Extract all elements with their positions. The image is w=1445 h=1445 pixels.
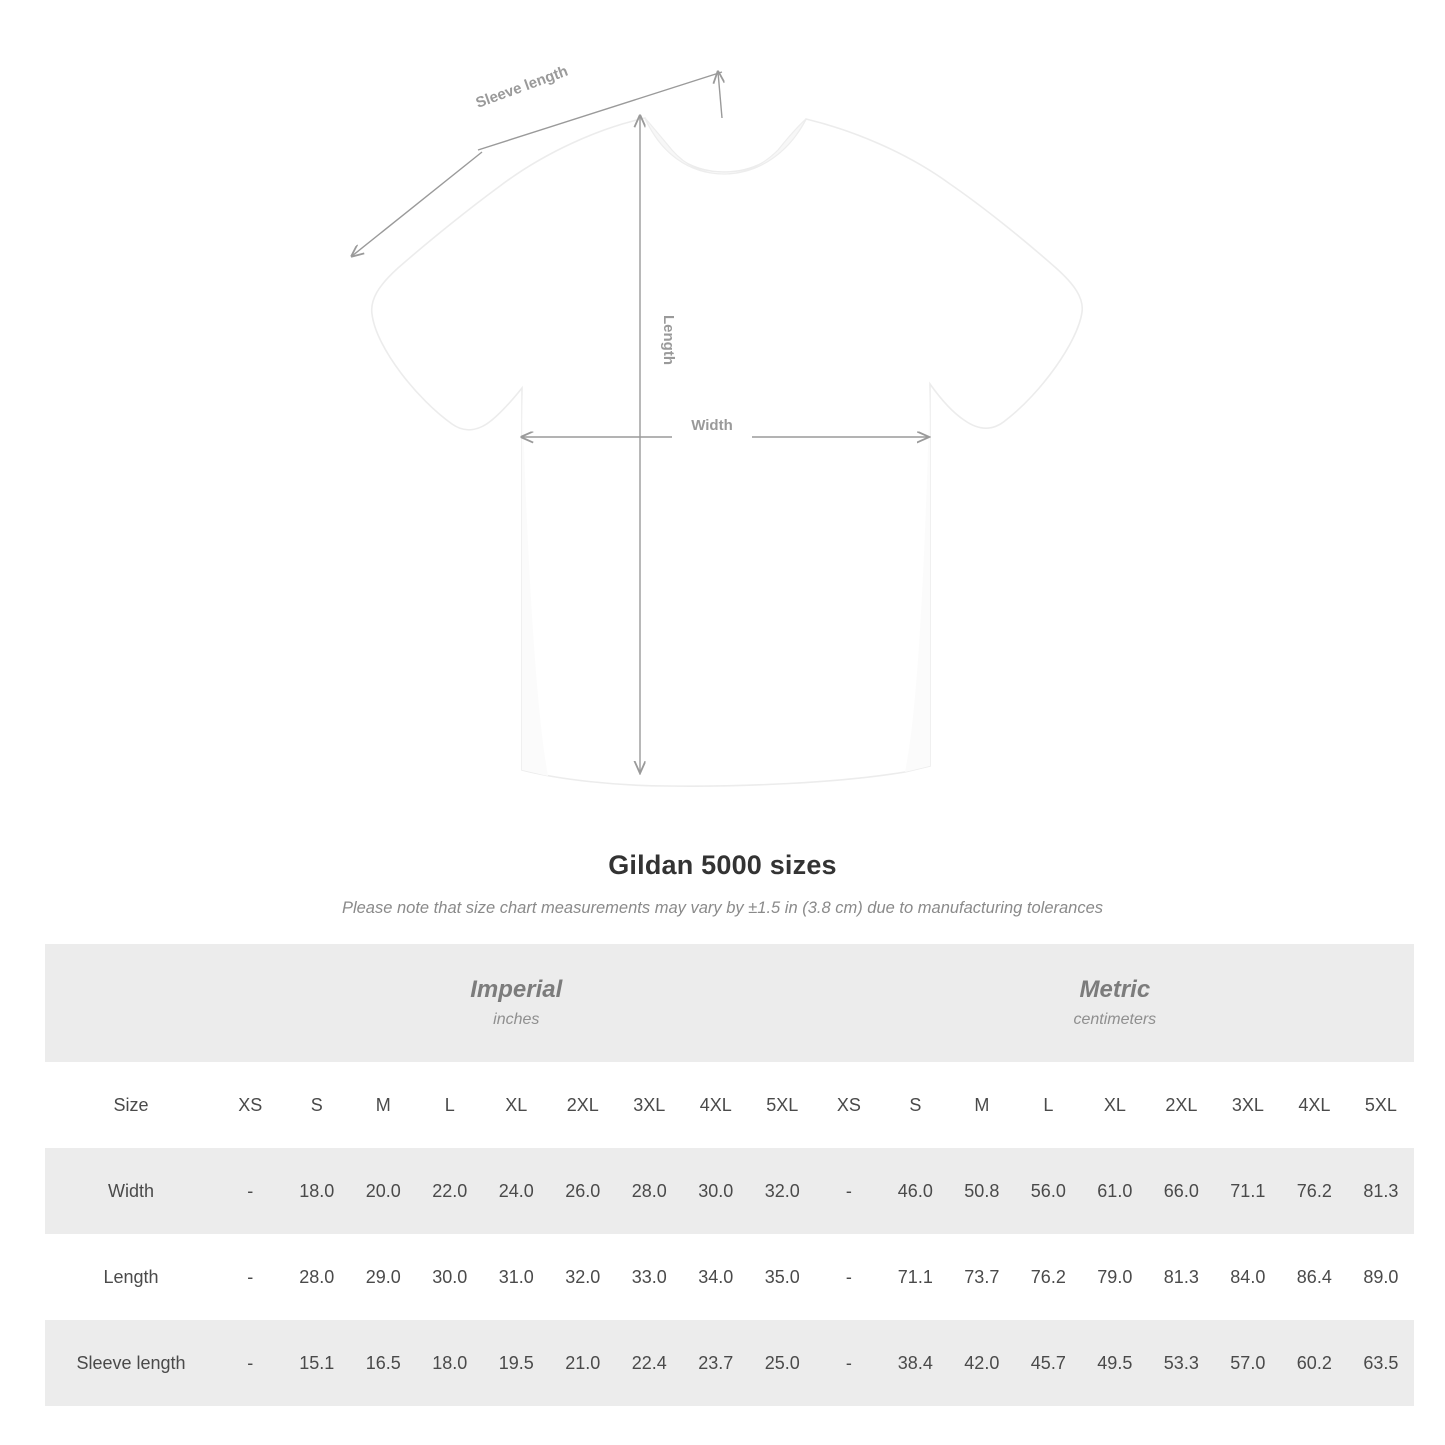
size-header-metric-5xl: 5XL — [1348, 1062, 1415, 1148]
cell-length-met-0: - — [816, 1234, 883, 1320]
cell-sleeve-met-5: 53.3 — [1148, 1320, 1215, 1406]
cell-width-imp-6: 28.0 — [616, 1148, 683, 1234]
cell-length-met-5: 81.3 — [1148, 1234, 1215, 1320]
size-header-metric-s: S — [882, 1062, 949, 1148]
cell-width-imp-8: 32.0 — [749, 1148, 816, 1234]
cell-sleeve-met-3: 45.7 — [1015, 1320, 1082, 1406]
cell-sleeve-imp-6: 22.4 — [616, 1320, 683, 1406]
cell-sleeve-imp-5: 21.0 — [550, 1320, 617, 1406]
unit-sub-imperial: inches — [493, 1011, 540, 1029]
cell-sleeve-met-0: - — [816, 1320, 883, 1406]
cell-length-met-7: 86.4 — [1281, 1234, 1348, 1320]
cell-length-met-6: 84.0 — [1215, 1234, 1282, 1320]
cell-width-imp-0: - — [217, 1148, 284, 1234]
cell-sleeve-imp-8: 25.0 — [749, 1320, 816, 1406]
cell-length-met-1: 71.1 — [882, 1234, 949, 1320]
size-header-imperial-m: M — [350, 1062, 417, 1148]
size-header-row — [45, 1062, 1414, 1148]
cell-length-imp-0: - — [217, 1234, 284, 1320]
cell-length-imp-4: 31.0 — [483, 1234, 550, 1320]
cell-length-imp-8: 35.0 — [749, 1234, 816, 1320]
size-header-imperial-3xl: 3XL — [616, 1062, 683, 1148]
cell-width-met-4: 61.0 — [1082, 1148, 1149, 1234]
cell-width-imp-7: 30.0 — [683, 1148, 750, 1234]
unit-header-imperial — [217, 944, 816, 1062]
cell-width-imp-1: 18.0 — [284, 1148, 351, 1234]
row-label-length: Length — [45, 1234, 217, 1320]
page-title: Gildan 5000 sizes — [608, 850, 837, 880]
size-header-label: Size — [45, 1062, 217, 1148]
cell-length-imp-1: 28.0 — [284, 1234, 351, 1320]
tshirt-shape — [372, 118, 1083, 786]
size-header-imperial-2xl: 2XL — [550, 1062, 617, 1148]
size-header-metric-xl: XL — [1082, 1062, 1149, 1148]
cell-width-imp-5: 26.0 — [550, 1148, 617, 1234]
cell-width-met-1: 46.0 — [882, 1148, 949, 1234]
unit-name-metric: Metric — [1079, 975, 1151, 1003]
cell-sleeve-met-6: 57.0 — [1215, 1320, 1282, 1406]
cell-sleeve-imp-3: 18.0 — [417, 1320, 484, 1406]
cell-length-met-3: 76.2 — [1015, 1234, 1082, 1320]
cell-length-imp-5: 32.0 — [550, 1234, 617, 1320]
cell-width-imp-3: 22.0 — [417, 1148, 484, 1234]
row-label-width: Width — [45, 1148, 217, 1234]
size-header-imperial-5xl: 5XL — [749, 1062, 816, 1148]
cell-width-imp-4: 24.0 — [483, 1148, 550, 1234]
unit-sub-metric: centimeters — [1073, 1011, 1157, 1029]
cell-width-met-6: 71.1 — [1215, 1148, 1282, 1234]
cell-width-met-7: 76.2 — [1281, 1148, 1348, 1234]
size-table — [45, 944, 1414, 1406]
cell-sleeve-met-7: 60.2 — [1281, 1320, 1348, 1406]
sleeve-length-label: Sleeve length — [473, 62, 571, 112]
cell-width-imp-2: 20.0 — [350, 1148, 417, 1234]
width-label: Width — [691, 417, 733, 434]
cell-length-imp-3: 30.0 — [417, 1234, 484, 1320]
cell-sleeve-met-4: 49.5 — [1082, 1320, 1149, 1406]
size-header-imperial-4xl: 4XL — [683, 1062, 750, 1148]
cell-length-met-4: 79.0 — [1082, 1234, 1149, 1320]
unit-name-imperial: Imperial — [470, 975, 563, 1003]
table-row — [45, 1148, 1414, 1234]
size-header-imperial-xs: XS — [217, 1062, 284, 1148]
size-header-metric-4xl: 4XL — [1281, 1062, 1348, 1148]
cell-length-met-8: 89.0 — [1348, 1234, 1415, 1320]
cell-sleeve-imp-1: 15.1 — [284, 1320, 351, 1406]
cell-sleeve-imp-2: 16.5 — [350, 1320, 417, 1406]
size-header-metric-m: M — [949, 1062, 1016, 1148]
cell-width-met-2: 50.8 — [949, 1148, 1016, 1234]
size-header-metric-l: L — [1015, 1062, 1082, 1148]
unit-header-row — [45, 944, 1414, 1062]
size-header-metric-xs: XS — [816, 1062, 883, 1148]
size-header-metric-2xl: 2XL — [1148, 1062, 1215, 1148]
unit-header-metric — [816, 944, 1415, 1062]
cell-sleeve-imp-0: - — [217, 1320, 284, 1406]
cell-sleeve-met-2: 42.0 — [949, 1320, 1016, 1406]
row-label-sleeve-length: Sleeve length — [45, 1320, 217, 1406]
cell-length-imp-6: 33.0 — [616, 1234, 683, 1320]
unit-header-blank — [45, 944, 217, 1062]
cell-width-met-0: - — [816, 1148, 883, 1234]
cell-length-met-2: 73.7 — [949, 1234, 1016, 1320]
length-label: Length — [660, 315, 677, 365]
size-header-imperial-s: S — [284, 1062, 351, 1148]
cell-length-imp-2: 29.0 — [350, 1234, 417, 1320]
size-table-wrap — [0, 944, 1445, 1406]
size-header-imperial-l: L — [417, 1062, 484, 1148]
cell-width-met-5: 66.0 — [1148, 1148, 1215, 1234]
cell-sleeve-imp-7: 23.7 — [683, 1320, 750, 1406]
cell-width-met-8: 81.3 — [1348, 1148, 1415, 1234]
tolerance-note: Please note that size chart measurements may vary by ±1.5 in (3.8 cm) due to manufacturing tolerances — [341, 899, 1104, 917]
size-header-metric-3xl: 3XL — [1215, 1062, 1282, 1148]
cell-sleeve-met-8: 63.5 — [1348, 1320, 1415, 1406]
table-row — [45, 1320, 1414, 1406]
cell-length-imp-7: 34.0 — [683, 1234, 750, 1320]
table-row — [45, 1234, 1414, 1320]
size-header-imperial-xl: XL — [483, 1062, 550, 1148]
cell-sleeve-met-1: 38.4 — [882, 1320, 949, 1406]
cell-sleeve-imp-4: 19.5 — [483, 1320, 550, 1406]
cell-width-met-3: 56.0 — [1015, 1148, 1082, 1234]
